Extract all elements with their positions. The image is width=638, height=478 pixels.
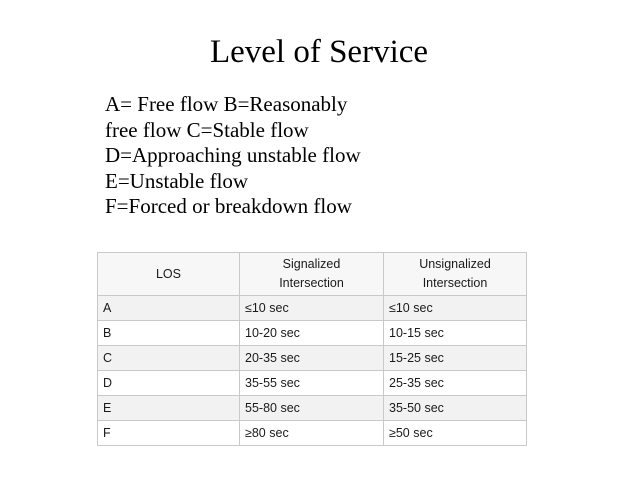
cell-los: F [98, 421, 240, 446]
description-line: D=Approaching unstable flow [105, 143, 361, 167]
cell-unsignalized: 25-35 sec [384, 371, 527, 396]
cell-signalized: 55-80 sec [240, 396, 384, 421]
cell-unsignalized: ≥50 sec [384, 421, 527, 446]
cell-unsignalized: 10-15 sec [384, 321, 527, 346]
table-row [98, 346, 527, 371]
cell-signalized: ≤10 sec [240, 296, 384, 321]
cell-signalized: 20-35 sec [240, 346, 384, 371]
header-unsignalized-line1: Unsignalized [419, 257, 491, 271]
los-table [97, 252, 527, 446]
header-signalized-line2: Intersection [279, 276, 344, 290]
cell-los: A [98, 296, 240, 321]
header-unsignalized-line2: Intersection [422, 276, 488, 290]
header-signalized-line1: Signalized [282, 257, 341, 271]
cell-signalized: 35-55 sec [240, 371, 384, 396]
header-los [98, 253, 240, 296]
cell-los: B [98, 321, 240, 346]
description-line: A= Free flow B=Reasonably [105, 92, 348, 116]
description-line: F=Forced or breakdown flow [105, 194, 352, 218]
slide-title: Level of Service [209, 34, 429, 70]
table-row [98, 371, 527, 396]
cell-unsignalized: 35-50 sec [384, 396, 527, 421]
header-signalized [240, 253, 384, 296]
table-row [98, 296, 527, 321]
description-line: free flow C=Stable flow [105, 117, 309, 142]
cell-unsignalized: 15-25 sec [384, 346, 527, 371]
table-row [98, 321, 527, 346]
header-los-label: LOS [155, 266, 181, 281]
table-header-row [98, 253, 527, 296]
cell-signalized: ≥80 sec [240, 421, 384, 446]
description-line: E=Unstable flow [105, 168, 249, 193]
cell-signalized: 10-20 sec [240, 321, 384, 346]
cell-los: D [98, 371, 240, 396]
header-unsignalized [384, 253, 527, 296]
cell-los: E [98, 396, 240, 421]
cell-los: C [98, 346, 240, 371]
table-row [98, 421, 527, 446]
cell-unsignalized: ≤10 sec [384, 296, 527, 321]
los-description [105, 92, 405, 220]
table-row [98, 396, 527, 421]
